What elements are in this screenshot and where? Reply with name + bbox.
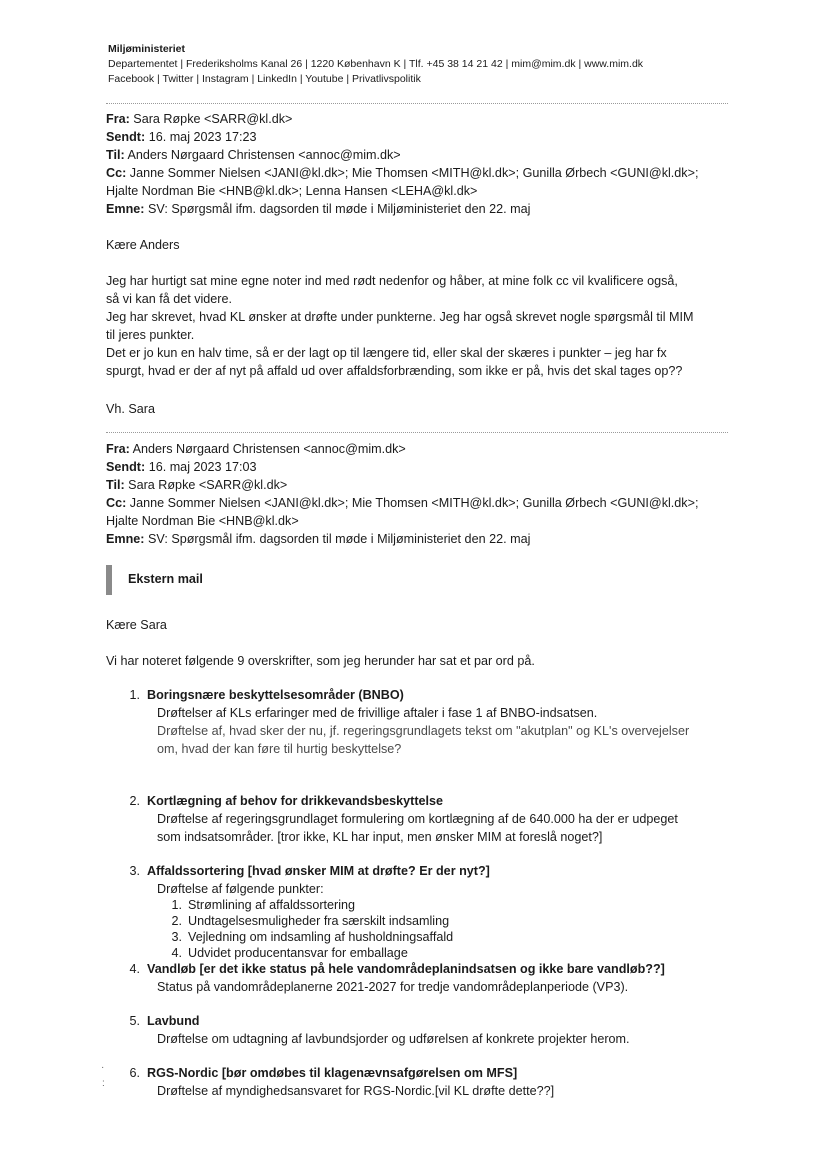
email1-body-line: Det er jo kun en halv time, så er der lagt op til længere tid, eller skal der skæres i punkter – jeg har fx bbox=[106, 346, 667, 360]
email1-from: Fra: Sara Røpke <SARR@kl.dk> bbox=[106, 112, 293, 126]
email1-body-line: til jeres punkter. bbox=[106, 328, 195, 342]
email1-body-line: Jeg har hurtigt sat mine egne noter ind med rødt nedenfor og håber, at mine folk cc vil kvalificere også, bbox=[106, 274, 678, 288]
item-number: 4. bbox=[129, 962, 140, 976]
subitem-number: 4. bbox=[171, 946, 182, 960]
item-number: 3. bbox=[129, 864, 140, 878]
email2-subject: Emne: SV: Spørgsmål ifm. dagsorden til møde i Miljøministeriet den 22. maj bbox=[106, 532, 531, 546]
item-number: 5. bbox=[129, 1014, 140, 1028]
email2-cc: Cc: Janne Sommer Nielsen <JANI@kl.dk>; Mie Thomsen <MITH@kl.dk>; Gunilla Ørbech <GUNI@kl.dk>; bbox=[106, 496, 699, 510]
email1-greeting: Kære Anders bbox=[106, 238, 180, 252]
scan-mark: : bbox=[102, 1078, 105, 1089]
subitem-text: Strømlining af affaldssortering bbox=[188, 898, 356, 912]
subitem-text: Vejledning om indsamling af husholdningsaffald bbox=[188, 930, 454, 944]
item-title: Boringsnære beskyttelsesområder (BNBO) bbox=[147, 688, 404, 702]
item-text: Drøftelse af, hvad sker der nu, jf. regeringsgrundlagets tekst om "akutplan" og KL's overvejelser bbox=[157, 724, 690, 738]
scan-mark: · bbox=[101, 1062, 105, 1073]
item-title: RGS-Nordic [bør omdøbes til klagenævnsafgørelsen om MFS] bbox=[147, 1066, 518, 1080]
item-title: Kortlægning af behov for drikkevandsbeskyttelse bbox=[147, 794, 444, 808]
external-mail-callout: Ekstern mail bbox=[128, 572, 203, 586]
letterhead-organization: Miljøministeriet bbox=[108, 43, 186, 55]
subitem-number: 2. bbox=[171, 914, 182, 928]
callout-bar bbox=[106, 565, 112, 595]
item-text: Status på vandområdeplanerne 2021-2027 for tredje vandområdeplanperiode (VP3). bbox=[157, 980, 629, 994]
subitem-number: 3. bbox=[171, 930, 182, 944]
item-text: som indsatsområder. [tror ikke, KL har input, men ønsker MIM at foreslå noget?] bbox=[157, 830, 603, 844]
email1-cc-cont: Hjalte Nordman Bie <HNB@kl.dk>; Lenna Hansen <LEHA@kl.dk> bbox=[106, 184, 478, 198]
item-text: Drøftelse af myndighedsansvaret for RGS-Nordic.[vil KL drøfte dette??] bbox=[157, 1084, 555, 1098]
item-number: 1. bbox=[129, 688, 140, 702]
item-title: Lavbund bbox=[147, 1014, 200, 1028]
item-text: Drøftelse af regeringsgrundlaget formulering om kortlægning af de 640.000 ha der er udpeget bbox=[157, 812, 678, 826]
email1-subject: Emne: SV: Spørgsmål ifm. dagsorden til møde i Miljøministeriet den 22. maj bbox=[106, 202, 531, 216]
item-text: om, hvad der kan føre til hurtig beskyttelse? bbox=[157, 742, 402, 756]
email2-intro: Vi har noteret følgende 9 overskrifter, som jeg herunder har sat et par ord på. bbox=[106, 654, 535, 668]
item-title: Affaldssortering [hvad ønsker MIM at drøfte? Er der nyt?] bbox=[147, 864, 490, 878]
item-text: Drøftelse om udtagning af lavbundsjorder og udførelsen af konkrete projekter herom. bbox=[157, 1032, 630, 1046]
email2-cc-cont: Hjalte Nordman Bie <HNB@kl.dk> bbox=[106, 514, 299, 528]
separator-line bbox=[106, 432, 728, 433]
email1-signoff: Vh. Sara bbox=[106, 402, 156, 416]
email1-body-line: så vi kan få det videre. bbox=[106, 292, 233, 306]
email2-to: Til: Sara Røpke <SARR@kl.dk> bbox=[106, 478, 288, 492]
item-title: Vandløb [er det ikke status på hele vandområdeplanindsatsen og ikke bare vandløb??] bbox=[147, 962, 665, 976]
item-text: Drøftelse af følgende punkter: bbox=[157, 882, 324, 896]
item-number: 6. bbox=[129, 1066, 140, 1080]
separator-line bbox=[106, 103, 728, 104]
email2-greeting: Kære Sara bbox=[106, 618, 167, 632]
email2-from: Fra: Anders Nørgaard Christensen <annoc@mim.dk> bbox=[106, 442, 406, 456]
email1-body-line: Jeg har skrevet, hvad KL ønsker at drøfte under punkterne. Jeg har også skrevet nogle spørgsmål til MIM bbox=[106, 310, 694, 324]
subitem-text: Undtagelsesmuligheder fra særskilt indsamling bbox=[188, 914, 450, 928]
email1-body-line: spurgt, hvad er der af nyt på affald ud over affaldsforbrænding, som ikke er på, hvis det skal tages op?? bbox=[106, 364, 683, 378]
letterhead-links: Facebook | Twitter | Instagram | LinkedIn | Youtube | Privatlivspolitik bbox=[108, 73, 421, 85]
subitem-number: 1. bbox=[171, 898, 182, 912]
item-text: Drøftelser af KLs erfaringer med de frivillige aftaler i fase 1 af BNBO-indsatsen. bbox=[157, 706, 598, 720]
email2-sent: Sendt: 16. maj 2023 17:03 bbox=[106, 460, 257, 474]
item-number: 2. bbox=[129, 794, 140, 808]
email1-sent: Sendt: 16. maj 2023 17:23 bbox=[106, 130, 257, 144]
subitem-text: Udvidet producentansvar for emballage bbox=[188, 946, 408, 960]
letterhead-address: Departementet | Frederiksholms Kanal 26 | 1220 København K | Tlf. +45 38 14 21 42 | mim@mim.dk | www.mim.dk bbox=[108, 58, 644, 70]
email1-to: Til: Anders Nørgaard Christensen <annoc@mim.dk> bbox=[106, 148, 401, 162]
email1-cc: Cc: Janne Sommer Nielsen <JANI@kl.dk>; Mie Thomsen <MITH@kl.dk>; Gunilla Ørbech <GUNI@kl.dk>; bbox=[106, 166, 699, 180]
